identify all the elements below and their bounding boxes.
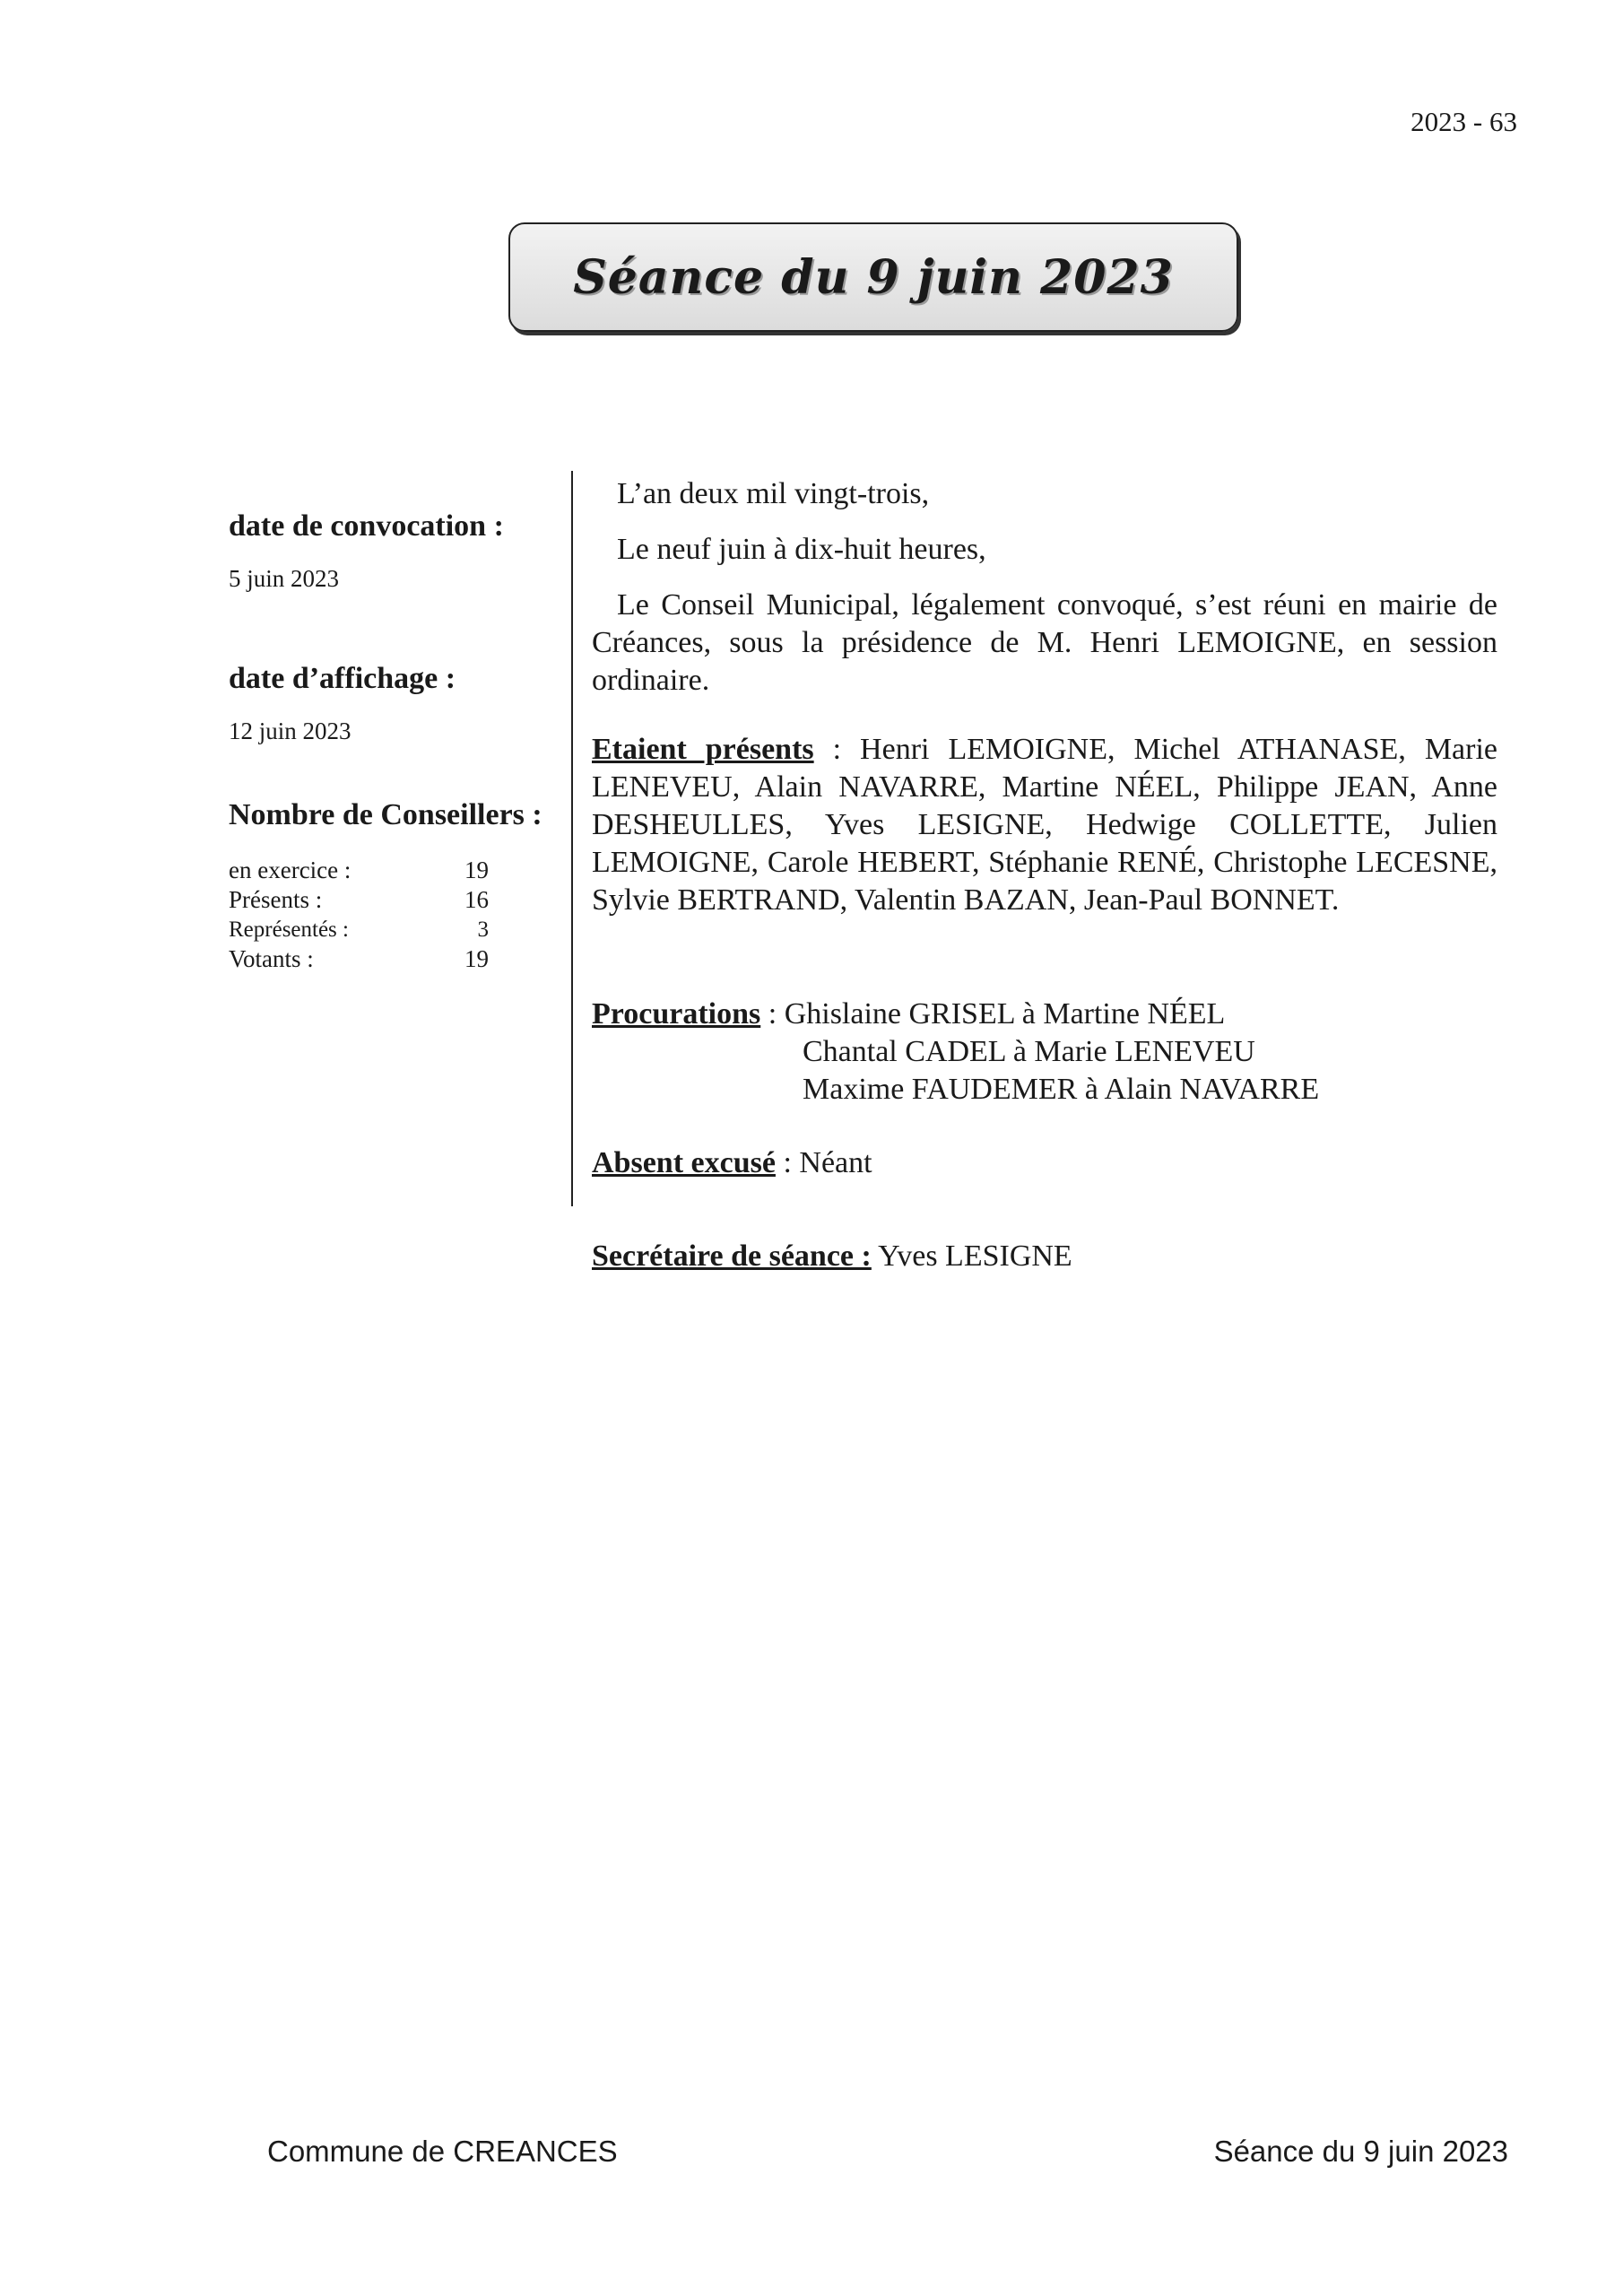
affichage-date: 12 juin 2023 (229, 718, 352, 744)
stat-label: Votants : (229, 945, 314, 972)
footer-commune: Commune de CREANCES (267, 2135, 618, 2168)
stat-value: 19 (464, 945, 489, 972)
stat-value: 3 (477, 918, 489, 942)
procuration-line (592, 996, 1497, 1033)
year-line: L’an deux mil vingt-trois, (617, 477, 930, 510)
secretaire-label: Secrétaire de séance : (592, 1239, 872, 1273)
procuration-entry: Maxime FAUDEMER à Alain NAVARRE (803, 1073, 1320, 1106)
page-title: Séance du 9 juin 2023 (573, 249, 1174, 305)
presents-paragraph (592, 731, 1497, 919)
absent-label: Absent excusé (592, 1146, 776, 1179)
title-banner (508, 222, 1238, 332)
stat-value: 19 (464, 857, 489, 883)
stat-value: 16 (464, 886, 489, 913)
conseillers-label: Nombre de Conseillers : (229, 798, 542, 831)
stat-row (229, 915, 489, 944)
secretaire-value: Yves LESIGNE (871, 1239, 1072, 1273)
stat-row (229, 944, 489, 974)
convocation-paragraph: Le Conseil Municipal, légalement convoqué, s’est réuni en mairie de Créances, sous la présidence de M. Henri LEMOIGNE, en session ordinaire. (592, 588, 1497, 697)
conseillers-stats (229, 856, 489, 974)
presents-list: : Henri LEMOIGNE, Michel ATHANASE, Marie LENEVEU, Alain NAVARRE, Martine NÉEL, Philippe JEAN, Anne DESHEULLES, Yves LESIGNE, Hedwige COLLETTE, Julien LEMOIGNE, Carole HEBERT, Stéphanie RENÉ, Christophe LECESNE, Sylvie BERTRAND, Valentin BAZAN, Jean-Paul BONNET. (592, 733, 1497, 917)
procurations-label: Procurations (592, 997, 761, 1031)
procurations-block (592, 996, 1497, 1109)
procuration-entry: Chantal CADEL à Marie LENEVEU (803, 1035, 1255, 1068)
convocation-label: date de convocation : (229, 509, 504, 543)
stat-label: en exercice : (229, 857, 352, 883)
stat-row (229, 856, 489, 885)
absent-line (592, 1144, 1497, 1182)
secretaire-line (592, 1238, 1497, 1275)
stat-label: Représentés : (229, 918, 349, 942)
absent-value: : Néant (775, 1146, 872, 1179)
presents-label: Etaient présents (592, 733, 814, 766)
date-line: Le neuf juin à dix-huit heures, (617, 533, 986, 566)
stat-row (229, 885, 489, 915)
affichage-label: date d’affichage : (229, 662, 456, 695)
page-number: 2023 - 63 (1410, 106, 1517, 137)
convocation-date: 5 juin 2023 (229, 565, 340, 592)
column-divider (571, 471, 573, 1206)
footer-session: Séance du 9 juin 2023 (1213, 2135, 1508, 2168)
stat-label: Présents : (229, 886, 323, 913)
procuration-entry: : Ghislaine GRISEL à Martine NÉEL (760, 997, 1226, 1031)
